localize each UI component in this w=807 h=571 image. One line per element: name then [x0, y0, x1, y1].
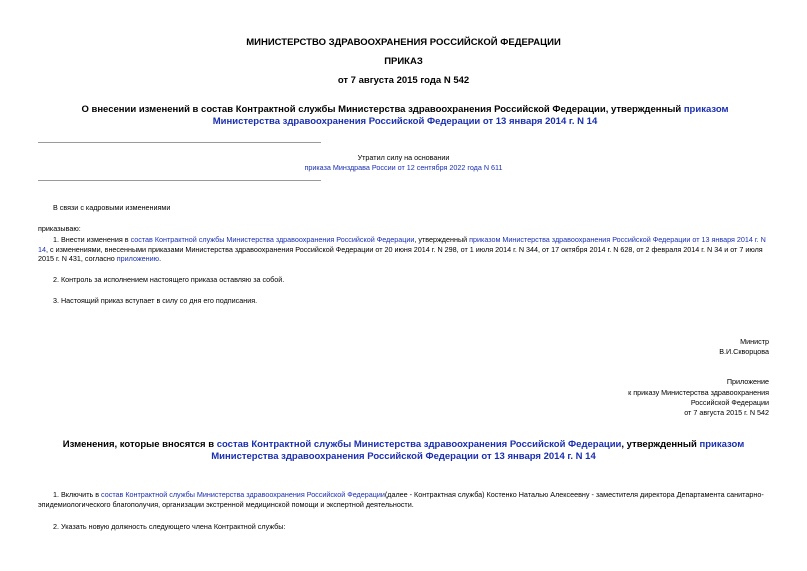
order-word: приказываю:: [38, 224, 81, 233]
appendix-line-3: Российской Федерации: [690, 398, 769, 407]
intro-text: В связи с кадровыми изменениями: [53, 203, 171, 212]
signature-position: Министр: [740, 337, 769, 346]
paragraph-3: 3. Настоящий приказ вступает в силу со дня его подписания.: [53, 296, 258, 305]
appendix-line-4: от 7 августа 2015 г. N 542: [684, 408, 769, 417]
doc-type-heading: ПРИКАЗ: [384, 56, 423, 67]
p1-appendix-link[interactable]: приложению: [116, 254, 160, 264]
notice-bottom-rule: [38, 180, 321, 181]
ministry-heading: МИНИСТЕРСТВО ЗДРАВООХРАНЕНИЯ РОССИЙСКОЙ ФЕДЕРАЦИИ: [246, 37, 561, 48]
p1-order-link[interactable]: приказом Министерства здравоохранения Российской Федерации от 13 января 2014 г. N 14: [38, 235, 766, 254]
notice-line: Утратил силу на основании: [357, 153, 450, 162]
changes-title-a: Изменения, которые вносятся в: [62, 439, 217, 450]
notice-link[interactable]: приказа Минздрава России от 12 сентября 2022 года N 611: [304, 163, 503, 172]
appendix-label: Приложение: [726, 377, 769, 386]
title-text: О внесении изменений в состав Контрактной службы Министерства здравоохранения Российской Федерации, утвержденный: [81, 104, 684, 115]
p1-text-b: , утвержденный: [414, 235, 470, 244]
p1-text-c: , с изменениями, внесенными приказами Министерства здравоохранения Российской Федерации от 20 июня 2014 г. N 298, от 1 июля 2014 г. N 344, от 17 октября 2014 г. N 628, от 2 февраля 2014 г. N 34 и от 7 июля 2015 г. N 431, согласно: [38, 244, 763, 264]
change-1: [38, 490, 769, 509]
changes-title-order-link[interactable]: приказом Министерства здравоохранения Российской Федерации от 13 января 2014 г. N 14: [211, 439, 745, 462]
c1-text-a: 1. Включить в: [53, 490, 102, 499]
p1-text-a: 1. Внести изменения в: [53, 235, 131, 244]
changes-title-b: , утвержденный: [621, 439, 700, 450]
p1-text-d: .: [159, 254, 162, 264]
change-2: 2. Указать новую должность следующего члена Контрактной службы:: [53, 522, 286, 531]
notice-top-rule: [38, 142, 321, 143]
c1-composition-link[interactable]: состав Контрактной службы Министерства здравоохранения Российской Федерации: [101, 490, 385, 499]
changes-title: [48, 439, 759, 463]
p1-composition-link[interactable]: состав Контрактной службы Министерства здравоохранения Российской Федерации: [130, 235, 415, 244]
c1-text-b: (далее - Контрактная служба) Костенко Наталью Алексеевну - заместителя директора Департамента санитарно-эпидемиологического благополучия, организации экстренной медицинской помощи и экспертной деятельности.: [38, 490, 764, 509]
doc-date-heading: от 7 августа 2015 года N 542: [337, 75, 470, 86]
appendix-line-2: к приказу Министерства здравоохранения: [628, 388, 769, 397]
paragraph-1: [38, 235, 769, 264]
signature-name: В.И.Скворцова: [719, 347, 769, 356]
title-order-link[interactable]: приказом Министерства здравоохранения Российской Федерации от 13 января 2014 г. N 14: [212, 104, 729, 127]
document-title: [60, 104, 750, 128]
paragraph-2: 2. Контроль за исполнением настоящего приказа оставляю за собой.: [53, 275, 285, 284]
changes-title-composition-link[interactable]: состав Контрактной службы Министерства здравоохранения Российской Федерации: [216, 439, 622, 450]
